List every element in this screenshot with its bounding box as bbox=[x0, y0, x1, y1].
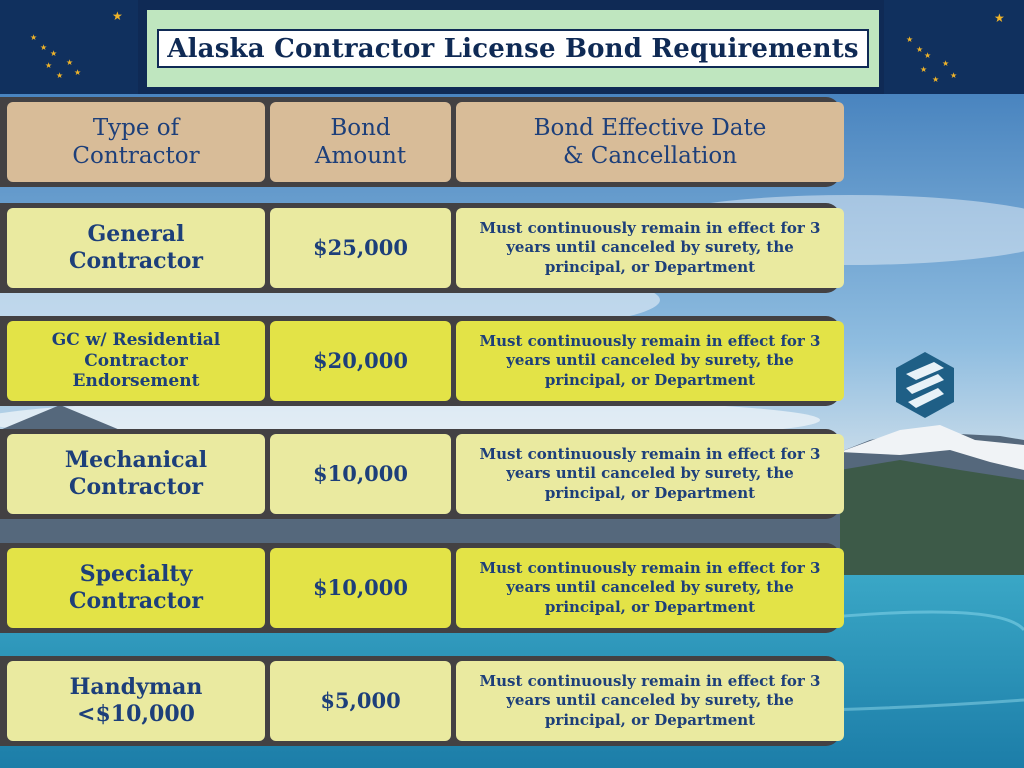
contractor-type: Specialty Contractor bbox=[7, 548, 265, 628]
bond-effective-note: Must continuously remain in effect for 3 years until canceled by surety, the principal, or Department bbox=[456, 661, 844, 741]
svg-text:★: ★ bbox=[932, 75, 940, 84]
title-panel bbox=[147, 10, 879, 87]
svg-text:★: ★ bbox=[56, 71, 64, 80]
svg-text:★: ★ bbox=[30, 33, 38, 42]
svg-text:★: ★ bbox=[40, 43, 48, 52]
svg-text:★: ★ bbox=[45, 61, 53, 70]
svg-text:★: ★ bbox=[112, 9, 123, 23]
bond-effective-note: Must continuously remain in effect for 3 years until canceled by surety, the principal, or Department bbox=[456, 548, 844, 628]
svg-text:★: ★ bbox=[920, 65, 928, 74]
bond-amount: $10,000 bbox=[270, 434, 451, 514]
header-amount: Bond Amount bbox=[270, 102, 451, 182]
bond-amount: $5,000 bbox=[270, 661, 451, 741]
svg-text:★: ★ bbox=[74, 68, 82, 77]
contractor-type: Mechanical Contractor bbox=[7, 434, 265, 514]
alaska-flag-right bbox=[884, 0, 1024, 94]
bond-effective-note: Must continuously remain in effect for 3 years until canceled by surety, the principal, or Department bbox=[456, 434, 844, 514]
alaska-flag-left bbox=[0, 0, 138, 94]
table-row bbox=[0, 656, 840, 746]
bond-effective-note: Must continuously remain in effect for 3 years until canceled by surety, the principal, or Department bbox=[456, 208, 844, 288]
header-type: Type of Contractor bbox=[7, 102, 265, 182]
svg-text:★: ★ bbox=[66, 58, 74, 67]
svg-text:★: ★ bbox=[994, 11, 1005, 25]
svg-text:★: ★ bbox=[916, 45, 924, 54]
bond-amount: $25,000 bbox=[270, 208, 451, 288]
svg-text:★: ★ bbox=[924, 51, 932, 60]
bond-amount: $10,000 bbox=[270, 548, 451, 628]
contractor-type: General Contractor bbox=[7, 208, 265, 288]
page-title: Alaska Contractor License Bond Requirements bbox=[157, 29, 869, 68]
bond-effective-note: Must continuously remain in effect for 3 years until canceled by surety, the principal, or Department bbox=[456, 321, 844, 401]
svg-text:★: ★ bbox=[950, 71, 958, 80]
bond-amount: $20,000 bbox=[270, 321, 451, 401]
table-row bbox=[0, 429, 840, 519]
table-row bbox=[0, 203, 840, 293]
table-row bbox=[0, 543, 840, 633]
contractor-type: Handyman <$10,000 bbox=[7, 661, 265, 741]
svg-text:★: ★ bbox=[50, 49, 58, 58]
contractor-type: GC w/ Residential Contractor Endorsement bbox=[7, 321, 265, 401]
svg-text:★: ★ bbox=[906, 35, 914, 44]
table-row bbox=[0, 316, 840, 406]
header-effective: Bond Effective Date & Cancellation bbox=[456, 102, 844, 182]
company-logo-icon bbox=[894, 350, 956, 420]
table-header-row bbox=[0, 97, 840, 187]
svg-text:★: ★ bbox=[942, 59, 950, 68]
